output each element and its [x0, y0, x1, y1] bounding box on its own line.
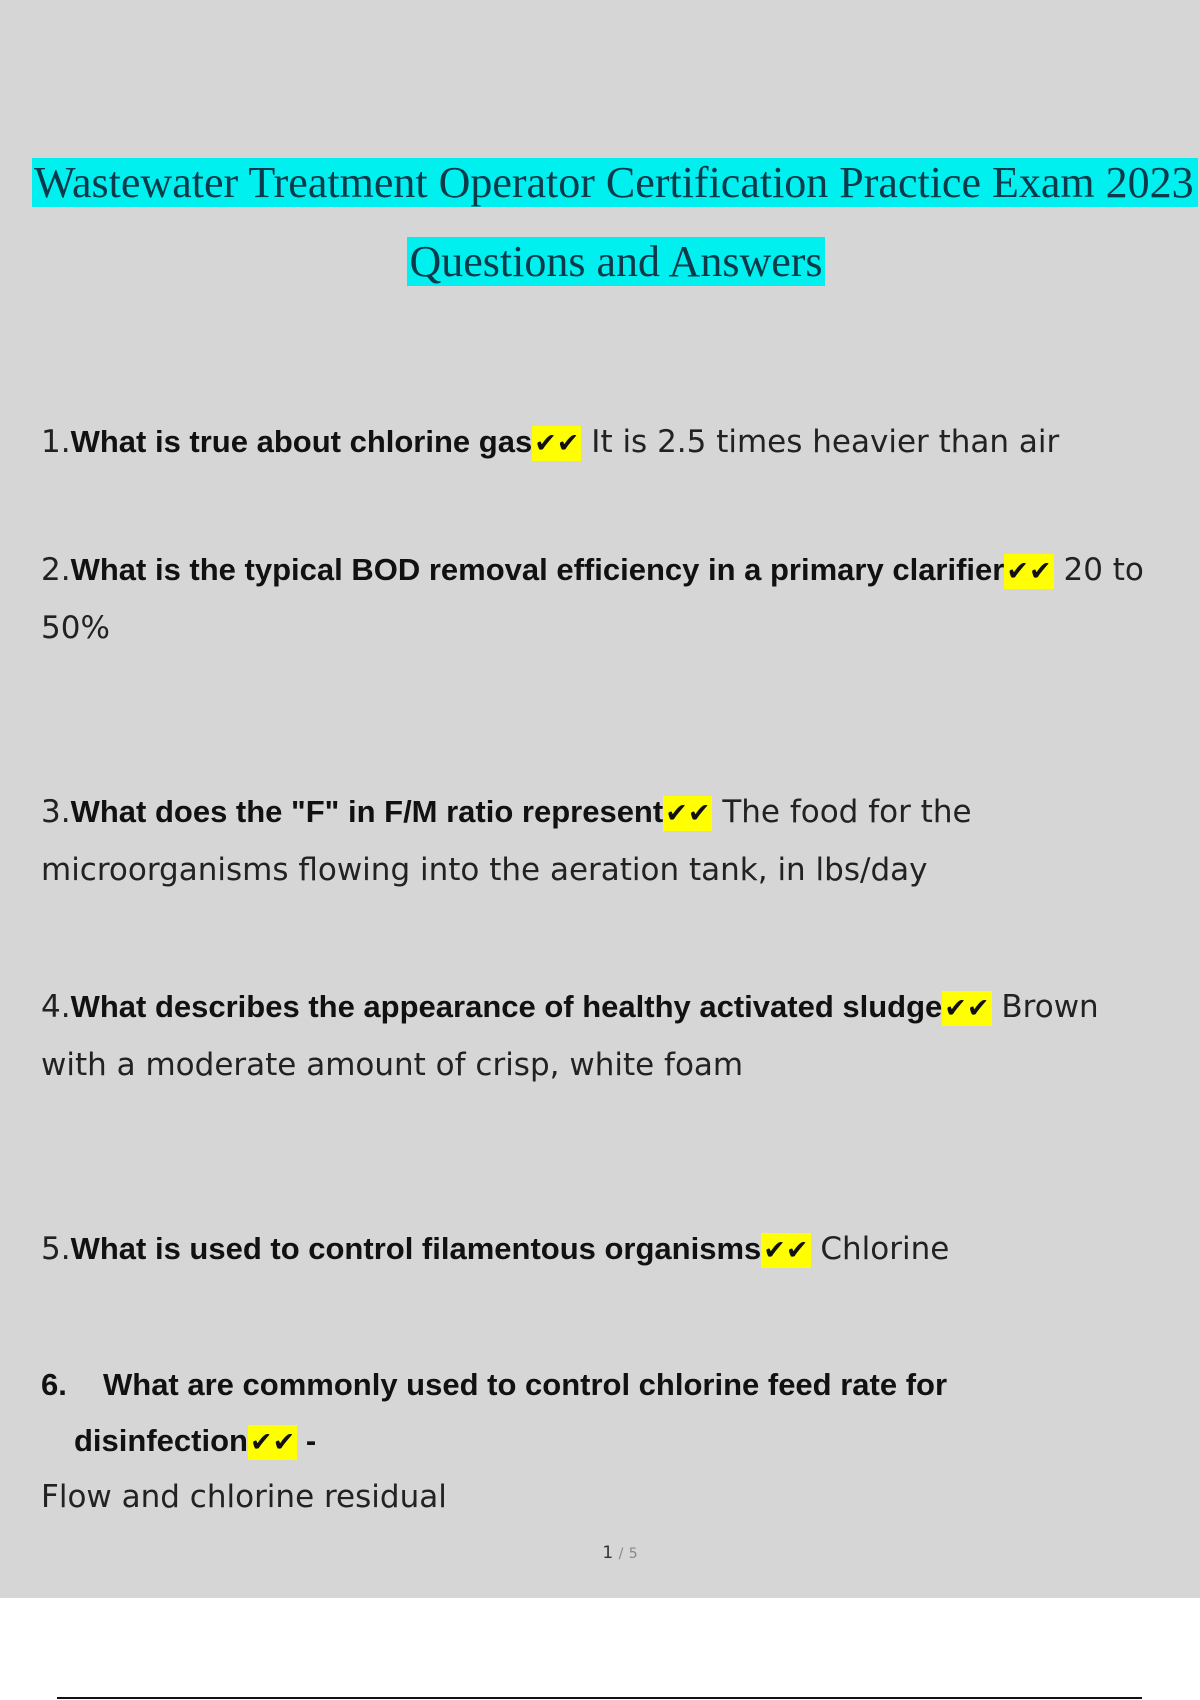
qa-item-6-question: [41, 1357, 1141, 1471]
answer-text: It is 2.5 times heavier than air: [591, 424, 1060, 460]
check-icon: ✔✔: [249, 1427, 296, 1458]
check-icon: ✔✔: [944, 993, 990, 1024]
item-number: 4.: [41, 989, 71, 1025]
item-number: 3.: [41, 794, 71, 830]
item-number: 6.: [41, 1367, 67, 1402]
qa-item-1: [41, 414, 1161, 472]
page-separator: /: [618, 1546, 624, 1562]
answer-text: Brown with a moderate amount of crisp, white foam: [41, 989, 1099, 1083]
item-number: 1.: [41, 424, 71, 460]
document-title-line-2: [32, 236, 1200, 287]
qa-item-4: [41, 979, 1161, 1093]
check-icon: ✔✔: [763, 1235, 809, 1266]
page-current: 1: [602, 1543, 614, 1563]
qa-item-5: [41, 1221, 1161, 1279]
page-indicator: [0, 1543, 1200, 1563]
answer-text: Chlorine: [820, 1231, 950, 1267]
question-dash: -: [305, 1423, 317, 1458]
title-text-1: Wastewater Treatment Operator Certification Practice Exam 2023: [32, 158, 1198, 207]
qa-item-3: [41, 784, 1161, 898]
question-text: What describes the appearance of healthy activated sludge: [70, 989, 943, 1024]
question-text-part-1: What are commonly used to control chlorine feed rate for: [103, 1367, 948, 1402]
answer-text: 20 to 50%: [41, 552, 1144, 646]
qa-item-6-answer: Flow and chlorine residual: [41, 1479, 447, 1515]
answer-text: The food for the microorganisms flowing into the aeration tank, in lbs/day: [41, 794, 972, 888]
question-text-part-2: disinfection: [74, 1423, 248, 1458]
question-text: What is the typical BOD removal efficiency in a primary clarifier: [70, 552, 1005, 587]
page-total: 5: [628, 1546, 638, 1562]
item-number: 5.: [41, 1231, 71, 1267]
document-title-line-1: [32, 157, 1200, 208]
question-text: What is true about chlorine gas: [70, 424, 533, 459]
check-icon: ✔✔: [665, 798, 711, 829]
question-text: What is used to control filamentous organisms: [70, 1231, 762, 1266]
check-icon: ✔✔: [534, 428, 580, 459]
question-text: What does the "F" in F/M ratio represent: [70, 794, 664, 829]
item-number: 2.: [41, 552, 71, 588]
qa-item-2: [41, 542, 1161, 656]
title-text-2: Questions and Answers: [409, 237, 823, 286]
check-icon: ✔✔: [1006, 556, 1052, 587]
next-page-rule: [57, 1697, 1142, 1699]
